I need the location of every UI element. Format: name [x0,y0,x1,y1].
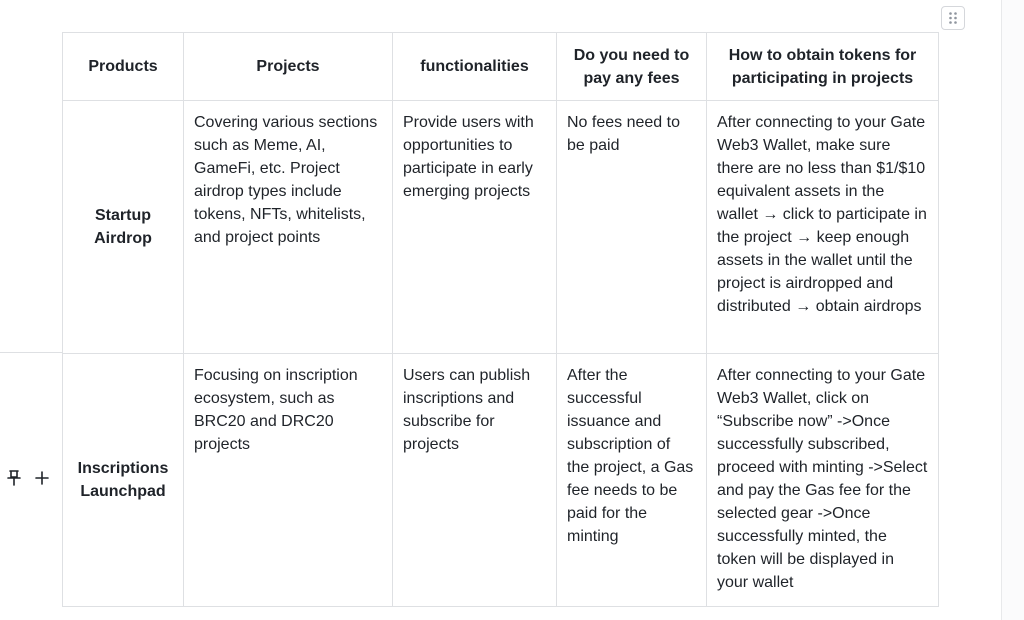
header-functionalities[interactable]: functionalities [393,33,557,101]
vertical-scrollbar[interactable] [1001,0,1024,620]
row-tools [6,469,50,492]
cell-functionalities[interactable]: Users can publish inscriptions and subscribe for projects [393,354,557,607]
table-row [63,354,939,607]
cell-fees[interactable]: After the successful issuance and subscription of the project, a Gas fee needs to be paid for the minting [557,354,707,607]
cell-fees[interactable]: No fees need to be paid [557,101,707,354]
cell-product[interactable]: Startup Airdrop [63,101,184,354]
cell-projects[interactable]: Covering various sections such as Meme, AI, GameFi, etc. Project airdrop types include tokens, NFTs, whitelists, and project points [184,101,393,354]
cell-product[interactable]: Inscriptions Launchpad [63,354,184,607]
header-fees[interactable]: Do you need to pay any fees [557,33,707,101]
header-products[interactable]: Products [63,33,184,101]
table-row [63,101,939,354]
row-divider [0,352,62,353]
table-header-row [63,33,939,101]
cell-how-to-obtain[interactable]: After connecting to your Gate Web3 Wallet, click on “Subscribe now” ->Once successfully subscribed, proceed with minting ->Select and pay the Gas fee for the selected gear ->Once successfully minted, the token will be displayed in your wallet [707,354,939,607]
header-projects[interactable]: Projects [184,33,393,101]
header-how-to-obtain[interactable]: How to obtain tokens for participating in projects [707,33,939,101]
add-icon[interactable] [34,470,50,491]
cell-projects[interactable]: Focusing on inscription ecosystem, such as BRC20 and DRC20 projects [184,354,393,607]
pin-icon[interactable] [6,469,22,492]
table-handle-button[interactable] [941,6,965,30]
cell-functionalities[interactable]: Provide users with opportunities to participate in early emerging projects [393,101,557,354]
drag-dots-icon [948,11,958,25]
cell-how-to-obtain[interactable]: After connecting to your Gate Web3 Wallet, make sure there are no less than $1/$10 equivalent assets in the wallet → click to participate in the project → keep enough assets in the wallet until the project is airdropped and distributed → obtain airdrops [707,101,939,354]
products-table [62,32,939,607]
